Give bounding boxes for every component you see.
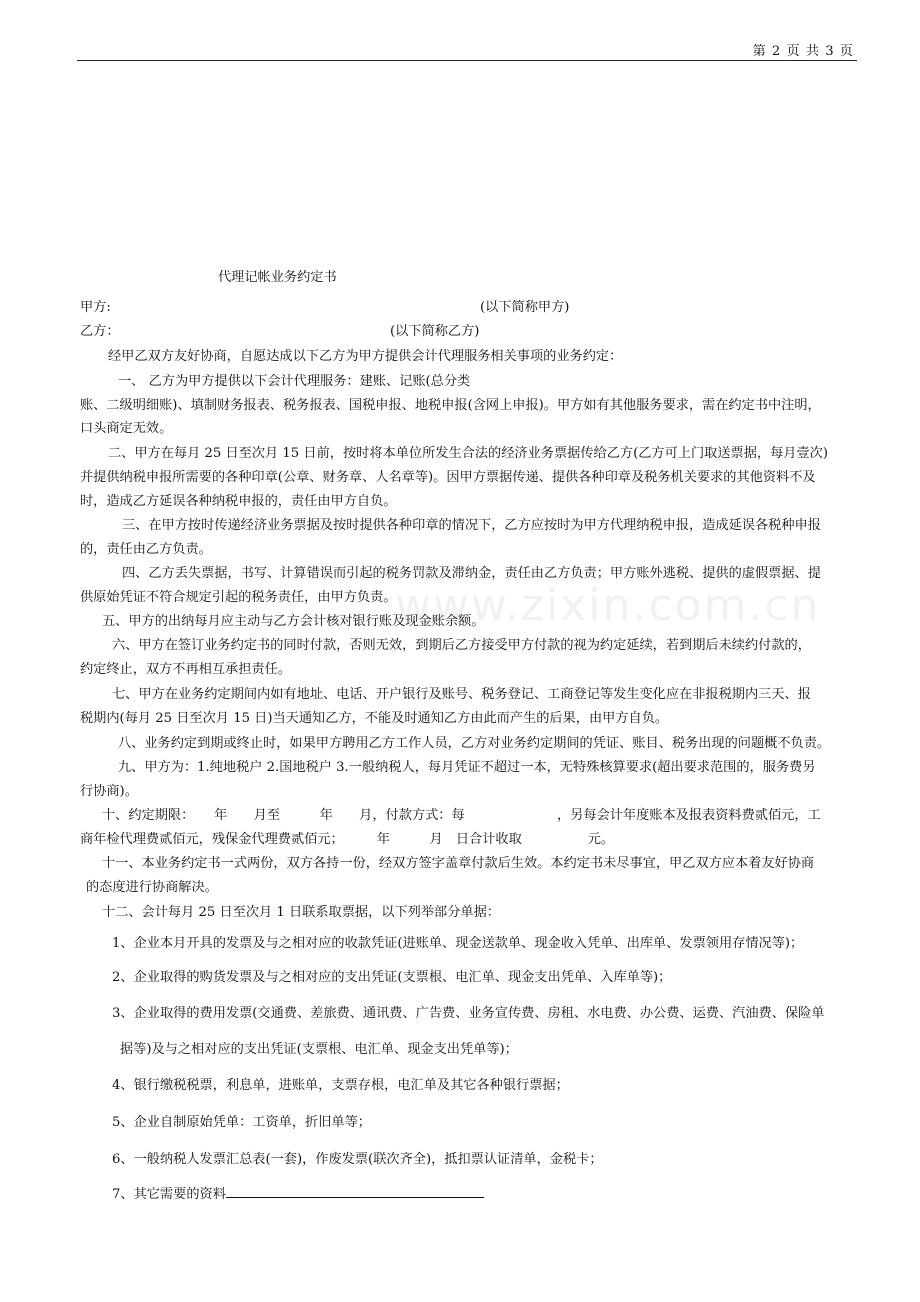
- list-item-3-line-2: 据等)及与之相对应的支出凭证(支票根、电汇单、现金支出凭单等)；: [120, 1042, 518, 1057]
- list-item-3-line-1: 3、企业取得的费用发票(交通费、差旅费、通讯费、广告费、业务宣传费、房租、水电费、办公费、运费、汽油费、保险单: [112, 1006, 825, 1021]
- clause-4-line-2: 供原始凭证不符合规定引起的税务责任，由甲方负责。: [80, 590, 397, 605]
- clause-10-line-1: 十、约定期限： 年 月至 年 月，付款方式：每 ，另每会计年度账本及报表资料费贰佰元，工: [102, 808, 821, 823]
- list-item-5: 5、企业自制原始凭单：工资单，折旧单等；: [112, 1115, 371, 1130]
- clause-2-line-3: 时，造成乙方延误各种纳税申报的，责任由甲方自负。: [80, 494, 397, 509]
- clause-9-line-1: 九、甲方为：1.纯地税户 2.国地税户 3.一般纳税人，每月凭证不超过一本，无特殊核算要求(超出要求范围的，服务费另: [118, 760, 816, 775]
- clause-7-line-1: 七、甲方在业务约定期间内如有地址、电话、开户银行及账号、税务登记、工商登记等发生变化应在非报税期内三天、报: [112, 687, 811, 702]
- header-rule: [77, 60, 857, 61]
- party-b-label: 乙方：: [80, 324, 120, 339]
- clause-6-line-2: 约定终止，双方不再相互承担责任。: [80, 662, 291, 677]
- clause-1-line-3: 口头商定无效。: [80, 421, 173, 436]
- watermark: www.zixin.com.cn: [395, 580, 821, 631]
- clause-5: 五、甲方的出纳每月应主动与乙方会计核对银行账及现金账余额。: [102, 614, 485, 629]
- party-a-label: 甲方:: [80, 300, 111, 315]
- clause-2-line-2: 并提供纳税申报所需要的各种印章(公章、财务章、人名章等)。因甲方票据传递、提供各种印章及税务机关要求的其他资料不及: [80, 470, 816, 485]
- clause-8: 八、业务约定到期或终止时，如果甲方聘用乙方工作人员，乙方对业务约定期间的凭证、账目、税务出现的问题概不负责。: [118, 736, 831, 751]
- list-item-6: 6、一般纳税人发票汇总表(一套)，作废发票(联次齐全)，抵扣票认证清单，金税卡；: [112, 1152, 603, 1167]
- party-a-note: (以下简称甲方): [480, 300, 570, 315]
- clause-7-line-2: 税期内(每月 25 日至次月 15 日)当天通知乙方，不能及时通知乙方由此而产生的后果，由甲方自负。: [80, 711, 669, 726]
- party-b-note: (以下简称乙方): [390, 324, 480, 339]
- list-item-4: 4、银行缴税税票，利息单，进账单，支票存根，电汇单及其它各种银行票据；: [112, 1078, 569, 1093]
- list-item-1: 1、企业本月开具的发票及与之相对应的收款凭证(进账单、现金送款单、现金收入凭单、出库单、发票领用存情况等)；: [112, 936, 804, 951]
- intro-paragraph: 经甲乙双方友好协商，自愿达成以下乙方为甲方提供会计代理服务相关事项的业务约定：: [108, 349, 623, 364]
- list-item-7: [112, 1187, 484, 1203]
- clause-1-line-1: 一、 乙方为甲方提供以下会计代理服务：建账、记账(总分类: [118, 374, 471, 389]
- clause-3-line-1: 三、在甲方按时传递经济业务票据及按时提供各种印章的情况下，乙方应按时为甲方代理纳税申报，造成延误各税种申报: [122, 518, 821, 533]
- clause-10-line-2: 商年检代理费贰佰元，残保金代理费贰佰元； 年 月 日合计收取 元。: [80, 832, 615, 847]
- clause-4-line-1: 四、乙方丢失票据，书写、计算错误而引起的税务罚款及滞纳金，责任由乙方负责；甲方账外逃税、提供的虚假票据、提: [122, 566, 821, 581]
- document-title: 代理记帐业务约定书: [218, 270, 337, 285]
- list-item-7-label: 7、其它需要的资料: [112, 1187, 226, 1202]
- clause-6-line-1: 六、甲方在签订业务约定书的同时付款，否则无效，到期后乙方接受甲方付款的视为约定延续，若到期后未续约付款的，: [112, 638, 811, 653]
- clause-2-line-1: 二、甲方在每月 25 日至次月 15 日前，按时将本单位所发生合法的经济业务票据传给乙方(乙方可上门取送票据，每月壹次): [108, 446, 828, 461]
- clause-3-line-2: 的，责任由乙方负责。: [80, 542, 212, 557]
- clause-9-line-2: 行协商)。: [80, 784, 138, 799]
- list-item-2: 2、企业取得的购货发票及与之相对应的支出凭证(支票根、电汇单、现金支出凭单、入库单等)；: [112, 970, 672, 985]
- clause-1-line-2: 账、二级明细账)、填制财务报表、税务报表、国税申报、地税申报(含网上申报)。甲方如有其他服务要求，需在约定书中注明，: [80, 398, 821, 413]
- clause-12: 十二、会计每月 25 日至次月 1 日联系取票据，以下列举部分单据：: [102, 905, 500, 920]
- clause-11-line-2: 的态度进行协商解决。: [86, 880, 218, 895]
- clause-11-line-1: 十一、本业务约定书一式两份，双方各持一份，经双方签字盖章付款后生效。本约定书未尽事宜，甲乙双方应本着友好协商: [102, 856, 815, 871]
- page-indicator: 第 2 页 共 3 页: [752, 44, 854, 59]
- fill-in-blank-line: [226, 1197, 484, 1198]
